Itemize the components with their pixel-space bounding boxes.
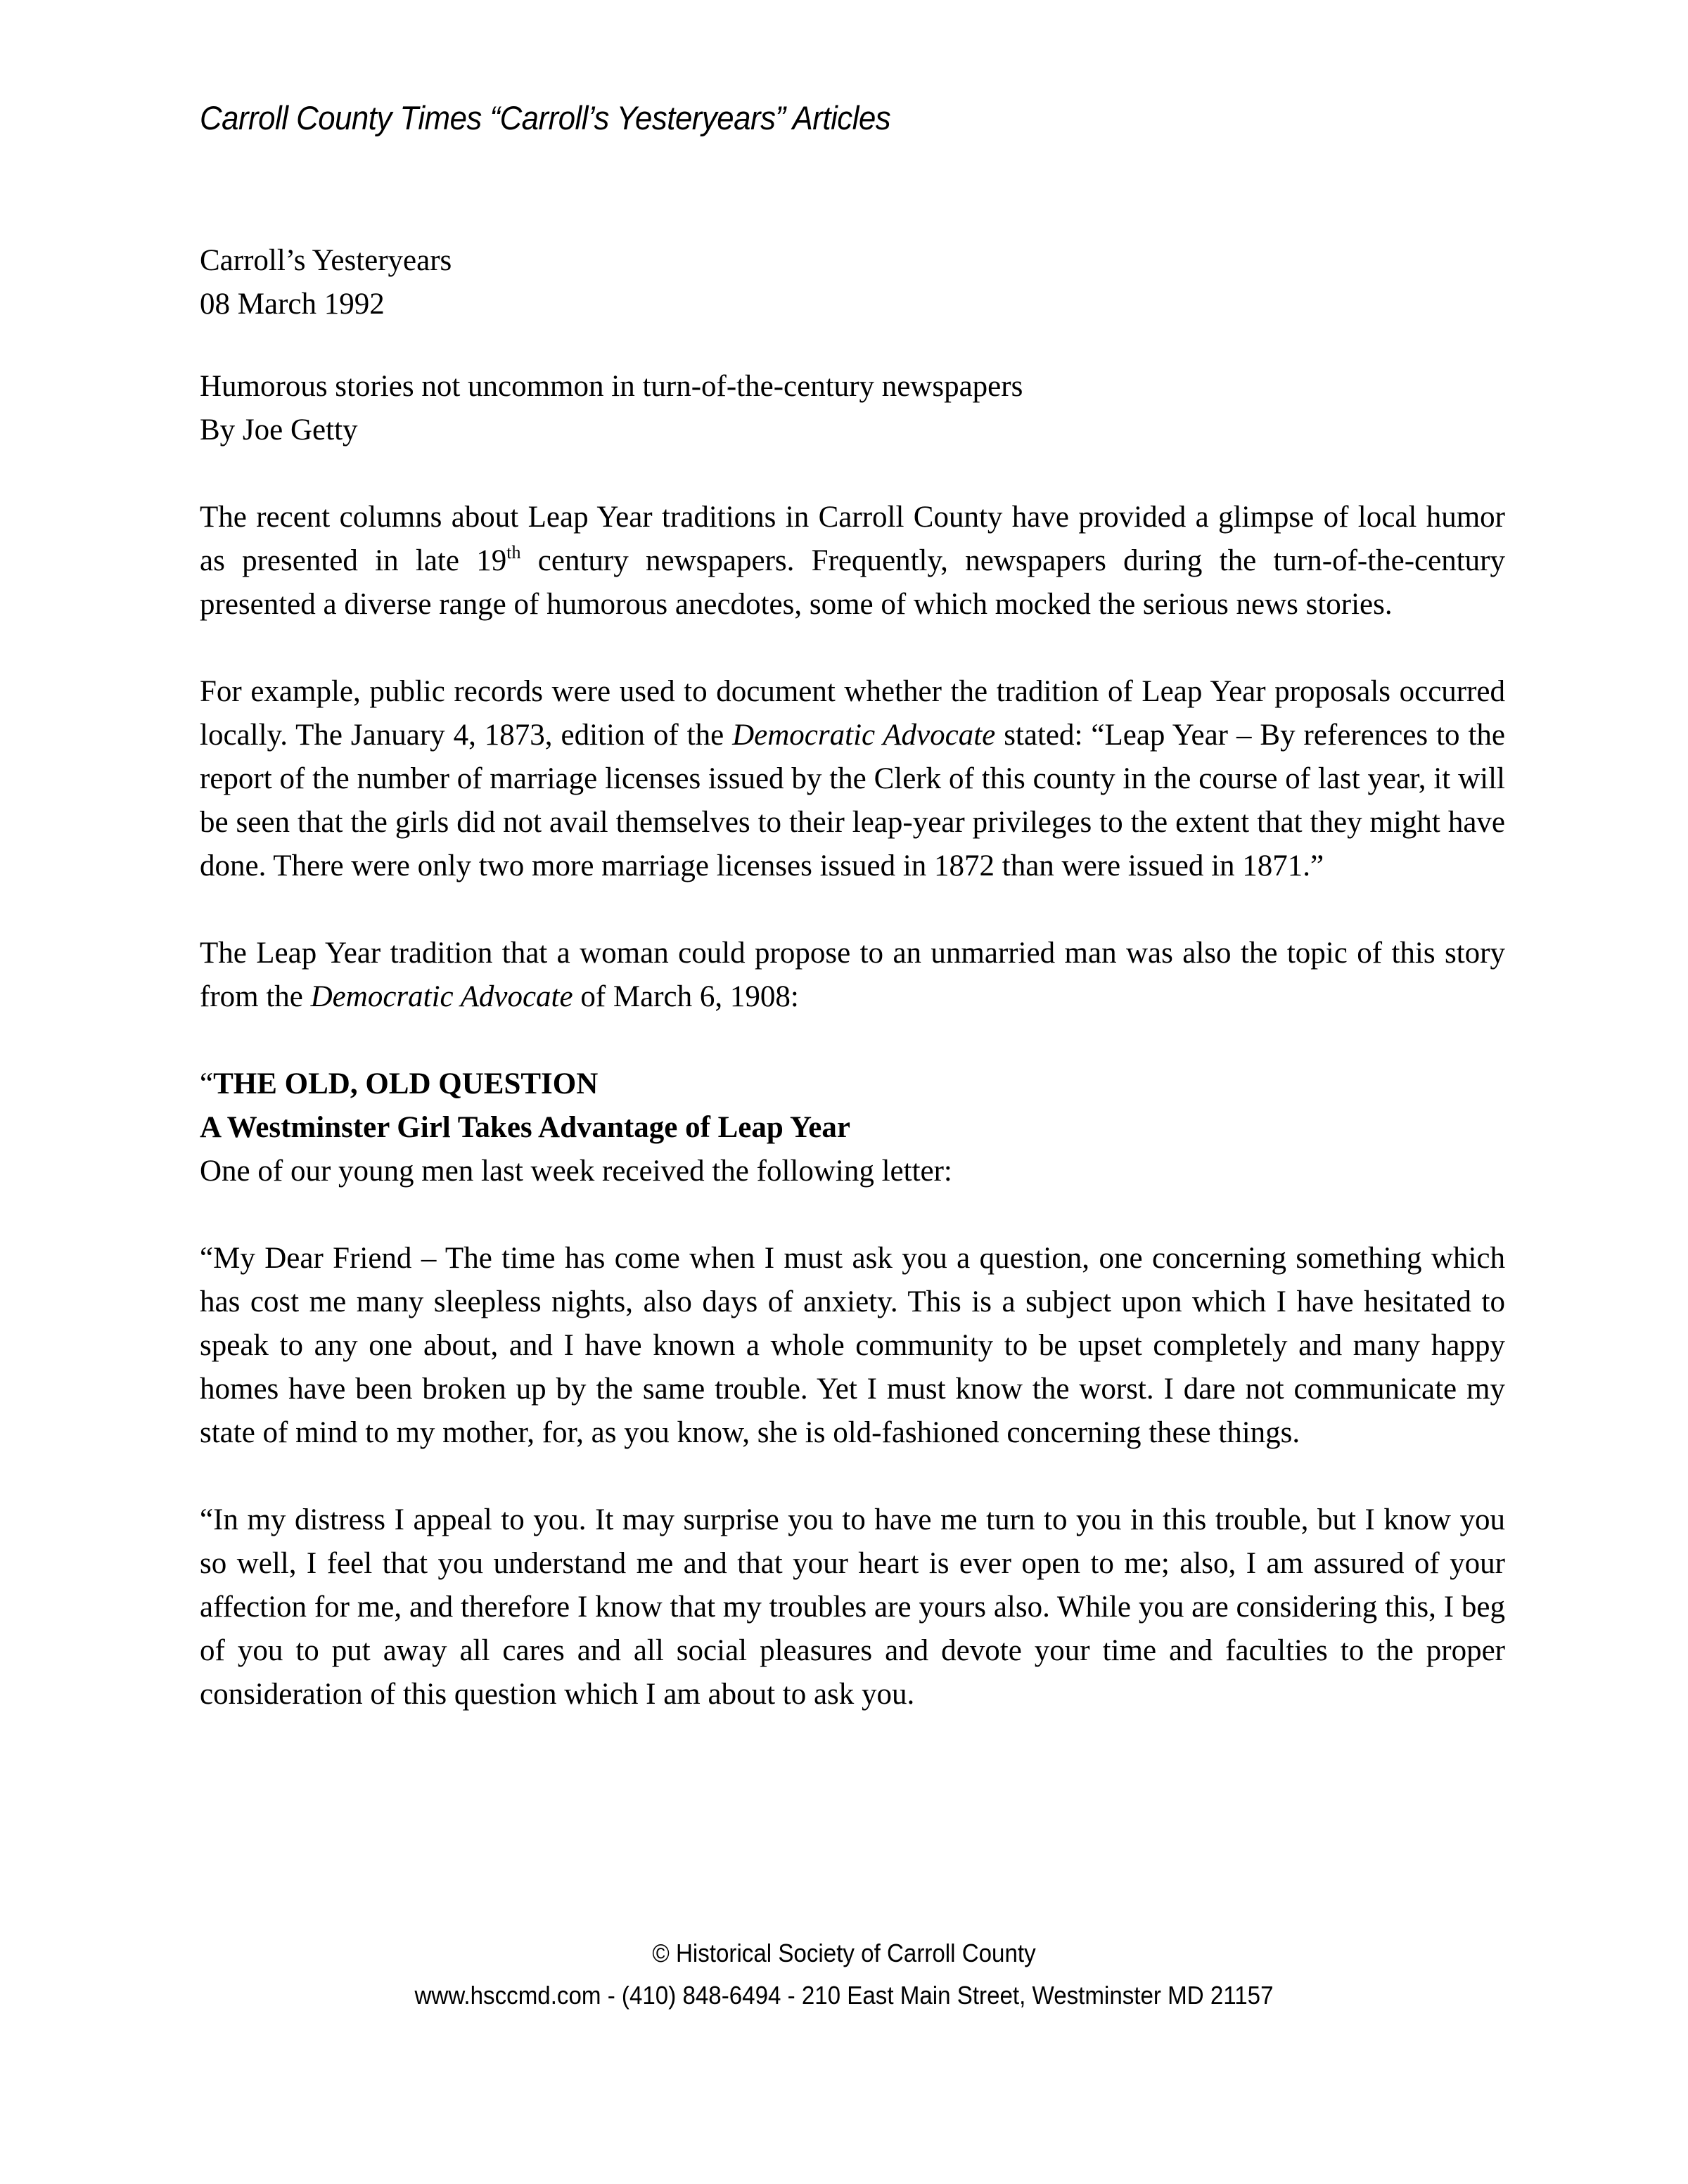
paragraph-3 <box>200 932 1505 1019</box>
article-headline: Humorous stories not uncommon in turn-of-the-century newspapers <box>200 370 1023 403</box>
story-subtitle: A Westminster Girl Takes Advantage of Leap Year <box>200 1111 850 1144</box>
footer-copyright: © Historical Society of Carroll County <box>652 1939 1036 1967</box>
paragraph-1 <box>200 496 1505 627</box>
newspaper-name: Democratic Advocate <box>732 719 996 752</box>
letter-paragraph-2: “In my distress I appeal to you. It may surprise you to have me turn to you in this trouble, but I know you so well, I feel that you understand me and that your heart is ever open to me; also, I am assured of your affection for me, and therefore I know that my troubles are yours also. While you are considering this, I beg of you to put away all cares and all social pleasures and devote your time and faculties to the proper consideration of this question which I am about to ask you. <box>200 1503 1505 1711</box>
paragraph-2 <box>200 670 1505 888</box>
column-name: Carroll’s Yesteryears <box>200 244 452 277</box>
article-body <box>200 239 1505 1716</box>
page-header-title: Carroll County Times “Carroll’s Yesteryears” Articles <box>200 99 891 136</box>
ordinal-superscript: th <box>506 542 521 563</box>
article-date: 08 March 1992 <box>200 288 385 321</box>
text-run: of March 6, 1908: <box>573 980 799 1013</box>
footer-contact: www.hsccmd.com - (410) 848-6494 - 210 East Main Street, Westminster MD 21157 <box>414 1981 1274 2010</box>
letter-paragraph-1: “My Dear Friend – The time has come when I must ask you a question, one concerning something which has cost me many sleepless nights, also days of anxiety. This is a subject upon which I have hesitated to speak to any one about, and I have known a whole community to be upset completely and many happy homes have been broken up by the same trouble. Yet I must know the worst. I dare not communicate my state of mind to my mother, for, as you know, she is old-fashioned concerning these things. <box>200 1242 1505 1449</box>
text-run: The recent columns about Leap Year traditions in Carroll County have provided a glimpse of local humor as presented in late 19 <box>200 501 1505 577</box>
newspaper-name: Democratic Advocate <box>310 980 573 1013</box>
story-title-text: THE OLD, OLD QUESTION <box>213 1067 599 1100</box>
text-run: century newspapers. Frequently, newspapers during the turn-of-the-century presented a diverse range of humorous anecdotes, some of which mocked the serious news stories. <box>200 544 1505 621</box>
page-footer <box>0 1932 1688 2017</box>
text-run: For example, public records were used to document whether the tradition of Leap Year proposals occurred locally. The January 4, 1873, edition of the <box>200 675 1505 752</box>
story-title <box>200 1062 1505 1106</box>
article-byline: By Joe Getty <box>200 413 358 447</box>
story-intro: One of our young men last week received the following letter: <box>200 1155 952 1188</box>
text-run: stated: “Leap Year – By references to the report of the number of marriage licenses issued by the Clerk of this county in the course of last year, it will be seen that the girls did not avail themselves to their leap-year privileges to the extent that they might have done. There were only two more marriage licenses issued in 1872 than were issued in 1871.” <box>200 719 1505 882</box>
open-quote: “ <box>200 1067 214 1100</box>
text-run: The Leap Year tradition that a woman could propose to an unmarried man was also the topic of this story from the <box>200 937 1505 1013</box>
